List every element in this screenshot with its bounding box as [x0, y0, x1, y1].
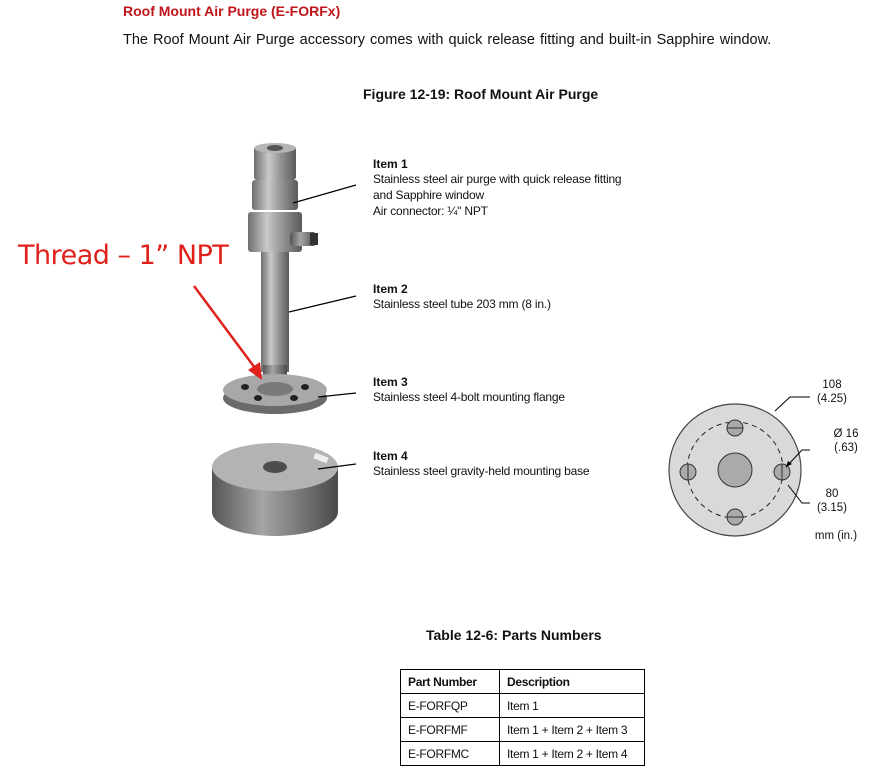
description-cell: Item 1 + Item 2 + Item 3 [500, 718, 645, 742]
item3-label: Item 3 [373, 375, 408, 389]
part-number-cell: E-FORFQP [401, 694, 500, 718]
thread-arrow [194, 286, 255, 368]
outer-diameter-in: (4.25) [816, 393, 848, 405]
bolt-circle-in: (3.15) [816, 502, 848, 514]
table-row [401, 742, 645, 766]
thread-arrow-head [248, 362, 262, 380]
hole-diameter-mm: Ø 16 [833, 428, 859, 440]
item2-label: Item 2 [373, 282, 408, 296]
bolt-circle-dimension [812, 487, 852, 515]
hole-diameter-dimension [826, 427, 866, 455]
item1-desc-line1: Stainless steel air purge with quick release fitting [373, 172, 622, 186]
item2-leader [289, 296, 356, 312]
item1-desc-line2: and Sapphire window [373, 188, 484, 202]
outer-diameter-dimension [812, 378, 852, 406]
intro-paragraph: The Roof Mount Air Purge accessory comes with quick release fitting and built-in Sapphire window. [123, 32, 772, 48]
section-title: Roof Mount Air Purge (E-FORFx) [123, 3, 341, 19]
hole-diameter-in: (.63) [834, 442, 858, 454]
header-description: Description [500, 670, 645, 694]
part-number-cell: E-FORFMC [401, 742, 500, 766]
description-cell: Item 1 [500, 694, 645, 718]
table-row [401, 694, 645, 718]
part-number-cell: E-FORFMF [401, 718, 500, 742]
item4-callout [373, 449, 589, 479]
center-hole [718, 453, 752, 487]
units-note: mm (in.) [814, 530, 858, 542]
item4-desc-line1: Stainless steel gravity-held mounting base [373, 464, 590, 478]
header-part-number: Part Number [401, 670, 500, 694]
item1-desc-line3: Air connector: ¼" NPT [373, 204, 488, 218]
item4-label: Item 4 [373, 449, 408, 463]
table-header-row [401, 670, 645, 694]
table-caption: Table 12-6: Parts Numbers [426, 627, 602, 643]
bolt-circle-mm: 80 [825, 488, 839, 500]
item2-desc-line1: Stainless steel tube 203 mm (8 in.) [373, 297, 551, 311]
item3-desc-line1: Stainless steel 4-bolt mounting flange [373, 390, 565, 404]
item4-leader [318, 464, 356, 469]
description-cell: Item 1 + Item 2 + Item 4 [500, 742, 645, 766]
item1-callout [373, 157, 621, 219]
parts-table [400, 669, 645, 766]
item1-leader [293, 185, 356, 203]
outer-diameter-mm: 108 [822, 379, 842, 391]
item3-leader [318, 393, 356, 397]
item1-label: Item 1 [373, 157, 408, 171]
item2-callout [373, 282, 551, 312]
thread-annotation: Thread – 1” NPT [18, 240, 229, 271]
item3-callout [373, 375, 565, 405]
figure-caption: Figure 12-19: Roof Mount Air Purge [363, 86, 599, 102]
table-row [401, 718, 645, 742]
flange-dimension-drawing [660, 395, 820, 545]
